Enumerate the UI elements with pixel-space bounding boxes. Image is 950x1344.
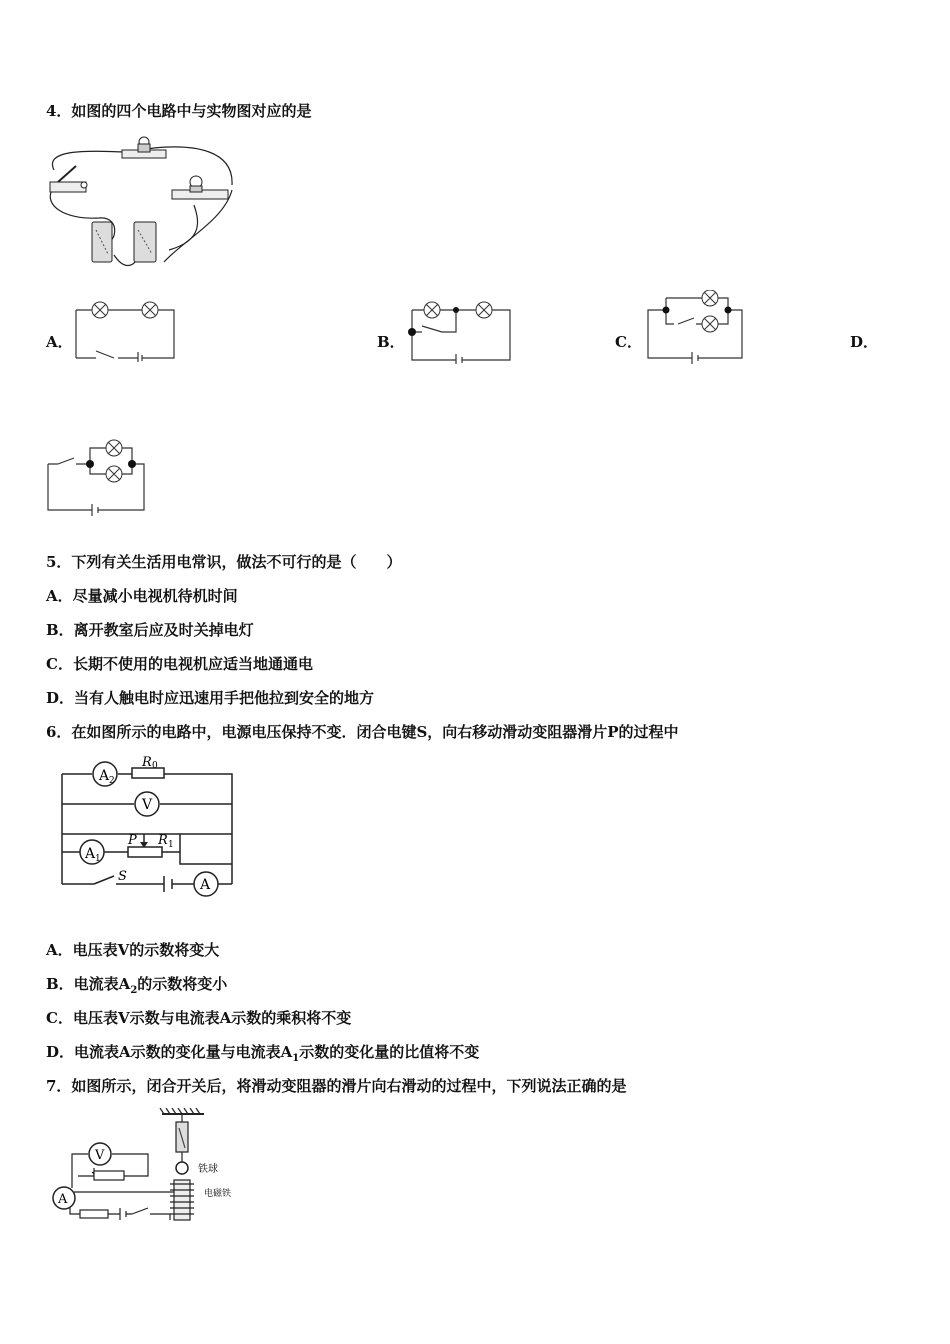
electromagnet-icon <box>170 1180 194 1220</box>
lamp-holder-right <box>172 176 228 199</box>
q4-option-b-circuit <box>404 298 514 364</box>
svg-text:P: P <box>128 833 137 848</box>
q6-option-a: A．电压表V的示数将变大 <box>46 941 220 959</box>
svg-text:1: 1 <box>168 840 174 850</box>
q5-option-a: A．尽量减小电视机待机时间 <box>46 587 238 605</box>
q4-option-d-circuit <box>44 438 150 518</box>
q6-option-c: C．电压表V示数与电流表A示数的乘积将不变 <box>46 1009 352 1027</box>
svg-text:V: V <box>142 797 153 813</box>
q4-option-a-circuit <box>74 296 178 362</box>
battery-left <box>92 222 112 262</box>
battery-right <box>134 222 156 262</box>
svg-text:V: V <box>95 1148 105 1163</box>
svg-text:电磁铁: 电磁铁 <box>204 1189 232 1199</box>
svg-text:S: S <box>118 869 127 884</box>
lamp-icon <box>106 440 122 482</box>
q4-option-a-label: A． <box>46 333 73 351</box>
ceiling-support <box>160 1108 204 1114</box>
q6-circuit-diagram <box>56 756 242 902</box>
iron-ball-icon <box>176 1162 188 1174</box>
q4-option-c-circuit <box>644 290 748 366</box>
rheostat-r1-icon <box>128 847 162 857</box>
switch-picture <box>50 166 87 192</box>
svg-text:R: R <box>142 756 152 770</box>
svg-text:A: A <box>85 846 96 862</box>
q6-option-b: B．电流表$A_2$的示数将变小 <box>46 975 228 996</box>
q4-stem: 4．如图的四个电路中与实物图对应的是 <box>46 102 312 120</box>
q4-physical-circuit-picture <box>44 130 244 270</box>
svg-text:R: R <box>158 833 168 848</box>
svg-text:0: 0 <box>152 761 158 771</box>
svg-text:A: A <box>99 768 110 784</box>
q5-option-b: B．离开教室后应及时关掉电灯 <box>46 621 254 639</box>
q6-option-d: D．电流表A示数的变化量与电流表$A_1$示数的变化量的比值将不变 <box>46 1043 480 1064</box>
spring-balance <box>176 1114 188 1162</box>
svg-text:2: 2 <box>109 776 115 786</box>
svg-text:A: A <box>200 877 211 893</box>
rheostat-icon <box>94 1171 124 1180</box>
lamp-icon <box>702 290 718 332</box>
resistor-icon <box>80 1210 108 1218</box>
q7-circuit-diagram <box>44 1108 244 1230</box>
svg-text:A: A <box>58 1192 68 1207</box>
svg-text:铁球: 铁球 <box>198 1164 218 1175</box>
q4-option-b-label: B． <box>377 333 405 351</box>
svg-text:1: 1 <box>95 854 101 864</box>
q6-stem: 6．在如图所示的电路中，电源电压保持不变．闭合电键S，向右移动滑动变阻器滑片P的过程中 <box>46 723 679 741</box>
q4-option-d-label: D． <box>850 333 879 351</box>
q5-option-c: C．长期不使用的电视机应适当地通通电 <box>46 655 313 673</box>
q5-stem: 5．下列有关生活用电常识，做法不可行的是（ ） <box>46 553 402 571</box>
q5-option-d: D．当有人触电时应迅速用手把他拉到安全的地方 <box>46 689 375 707</box>
q7-stem: 7．如图所示，闭合开关后，将滑动变阻器的滑片向右滑动的过程中，下列说法正确的是 <box>46 1077 627 1095</box>
q4-option-c-label: C． <box>615 333 642 351</box>
